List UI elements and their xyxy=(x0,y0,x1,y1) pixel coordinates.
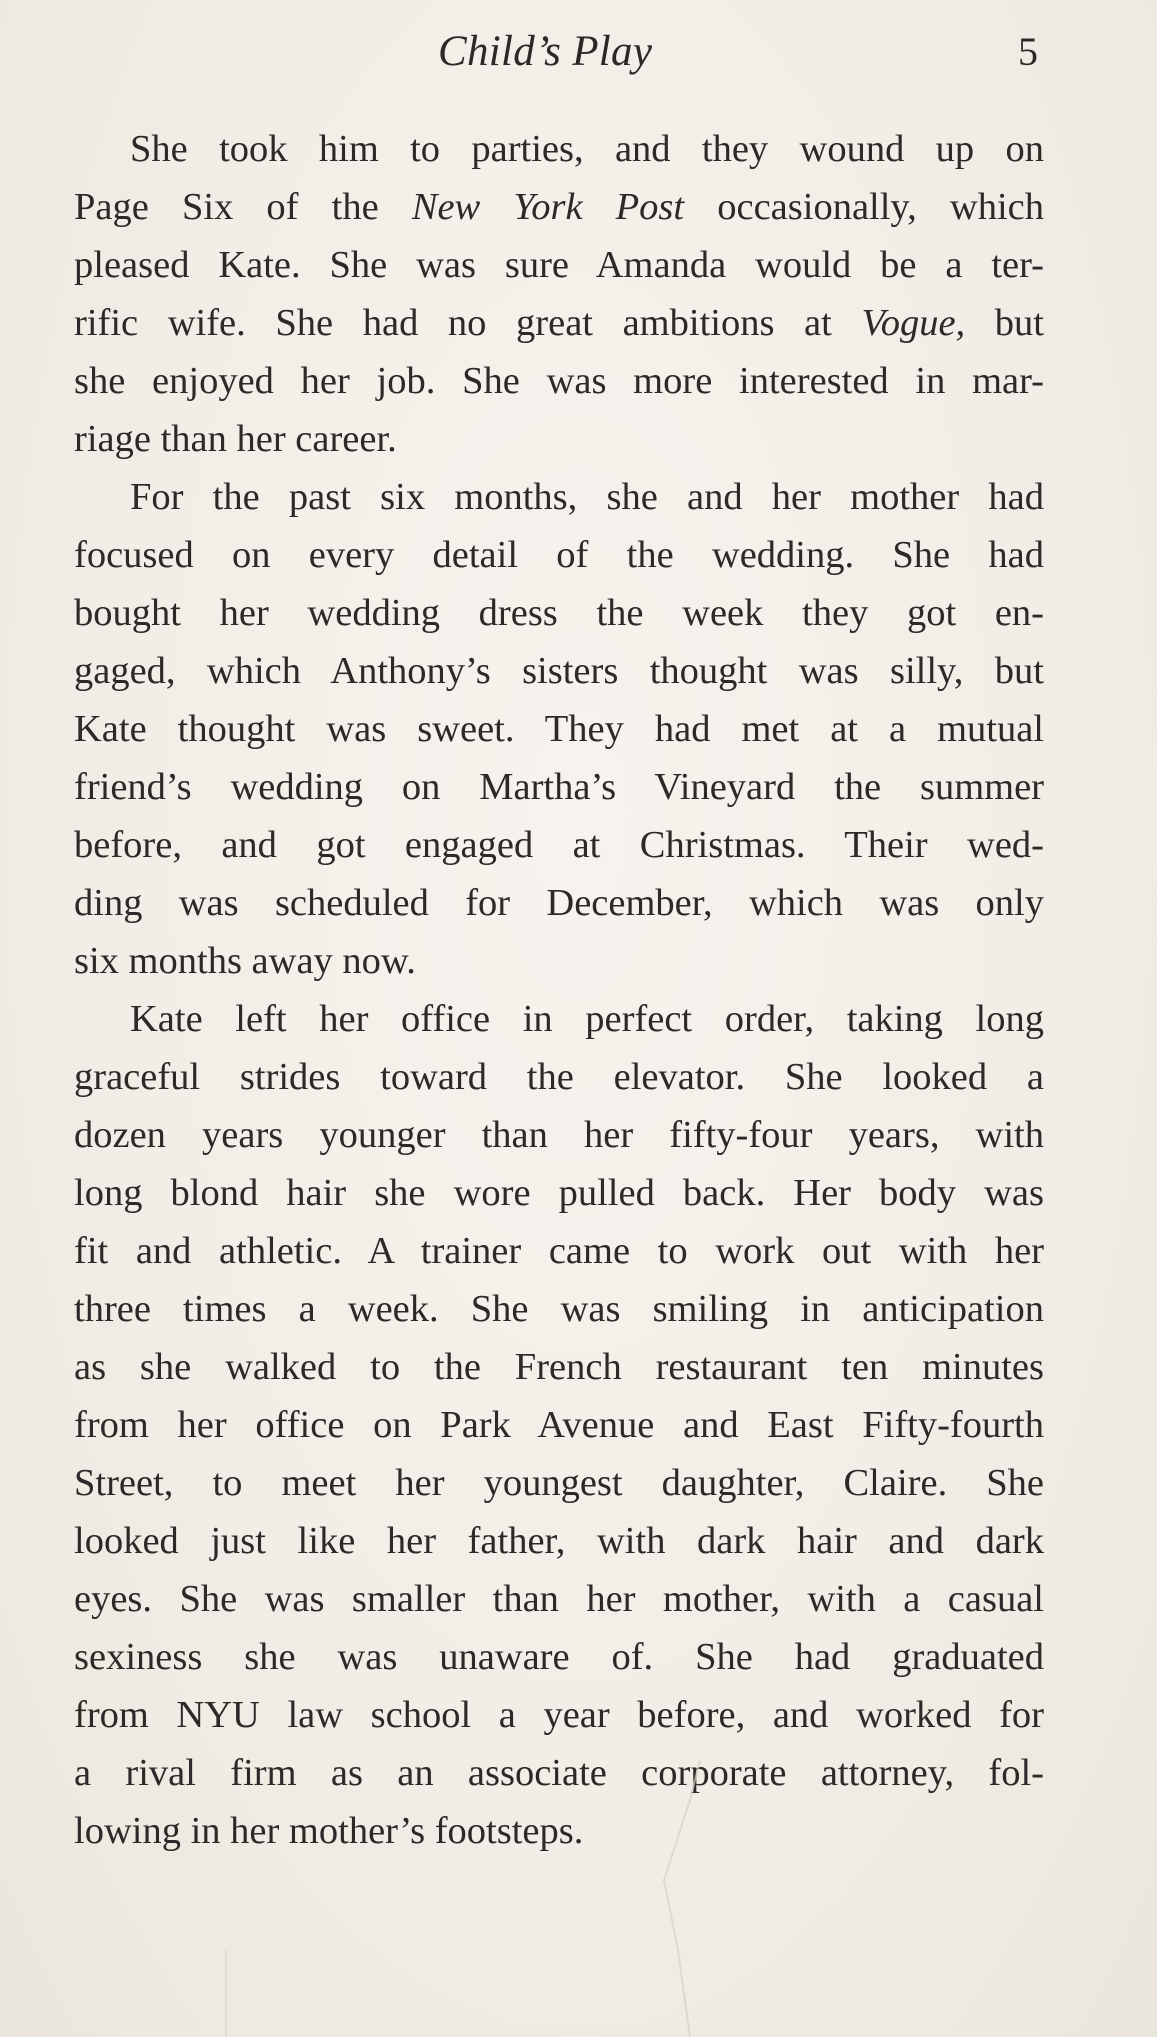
text-line: six months away now. xyxy=(74,940,416,982)
text-line: She took him to parties, and they wound up on xyxy=(130,128,1044,170)
text-line: lowing in her mother’s footsteps. xyxy=(74,1810,584,1852)
text-segment: rific wife. She had no great ambitions at xyxy=(74,302,862,344)
text-line: before, and got engaged at Christmas. Their wed- xyxy=(74,824,1044,866)
text-line: from her office on Park Avenue and East Fifty-fourth xyxy=(74,1404,1044,1446)
text-line: riage than her career. xyxy=(74,418,397,460)
paragraph xyxy=(74,120,1044,468)
text-line: focused on every detail of the wedding. She had xyxy=(74,534,1044,576)
italic-title: New York Post xyxy=(411,186,685,228)
paragraph xyxy=(74,990,1044,1860)
text-line: friend’s wedding on Martha’s Vineyard the summer xyxy=(74,766,1044,808)
text-line: dozen years younger than her fifty-four years, with xyxy=(74,1114,1044,1156)
text-line: ding was scheduled for December, which was only xyxy=(74,882,1044,924)
text-line: as she walked to the French restaurant ten minutes xyxy=(74,1346,1044,1388)
page-number: 5 xyxy=(1018,29,1038,74)
text-line: Kate left her office in perfect order, taking long xyxy=(130,998,1044,1040)
text-line: eyes. She was smaller than her mother, with a casual xyxy=(74,1578,1044,1620)
text-segment: but xyxy=(965,302,1044,344)
text-line xyxy=(74,178,1044,236)
text-segment: Page Six of the xyxy=(74,186,412,228)
running-title: Child’s Play xyxy=(438,28,653,75)
text-segment: occasionally, which xyxy=(684,186,1045,228)
text-line: fit and athletic. A trainer came to work out with her xyxy=(74,1230,1044,1272)
text-line xyxy=(74,294,1044,352)
text-line: sexiness she was unaware of. She had graduated xyxy=(74,1636,1044,1678)
text-line: Kate thought was sweet. They had met at a mutual xyxy=(74,708,1044,750)
paragraph xyxy=(74,468,1044,990)
text-line: from NYU law school a year before, and worked for xyxy=(74,1694,1044,1736)
text-line: bought her wedding dress the week they got en- xyxy=(74,592,1044,634)
text-line: gaged, which Anthony’s sisters thought was silly, but xyxy=(74,650,1044,692)
text-line: pleased Kate. She was sure Amanda would be a ter- xyxy=(74,244,1044,286)
text-line: long blond hair she wore pulled back. Her body was xyxy=(74,1172,1044,1214)
running-head xyxy=(0,22,1157,82)
text-line: graceful strides toward the elevator. She looked a xyxy=(74,1056,1044,1098)
text-line: looked just like her father, with dark hair and dark xyxy=(74,1520,1044,1562)
body-text xyxy=(74,120,1044,1860)
text-line: three times a week. She was smiling in anticipation xyxy=(74,1288,1044,1330)
text-line: she enjoyed her job. She was more interested in mar- xyxy=(74,360,1044,402)
text-line: For the past six months, she and her mother had xyxy=(130,476,1044,518)
text-line: a rival firm as an associate corporate attorney, fol- xyxy=(74,1752,1044,1794)
italic-title: Vogue, xyxy=(861,302,966,344)
text-line: Street, to meet her youngest daughter, Claire. She xyxy=(74,1462,1044,1504)
